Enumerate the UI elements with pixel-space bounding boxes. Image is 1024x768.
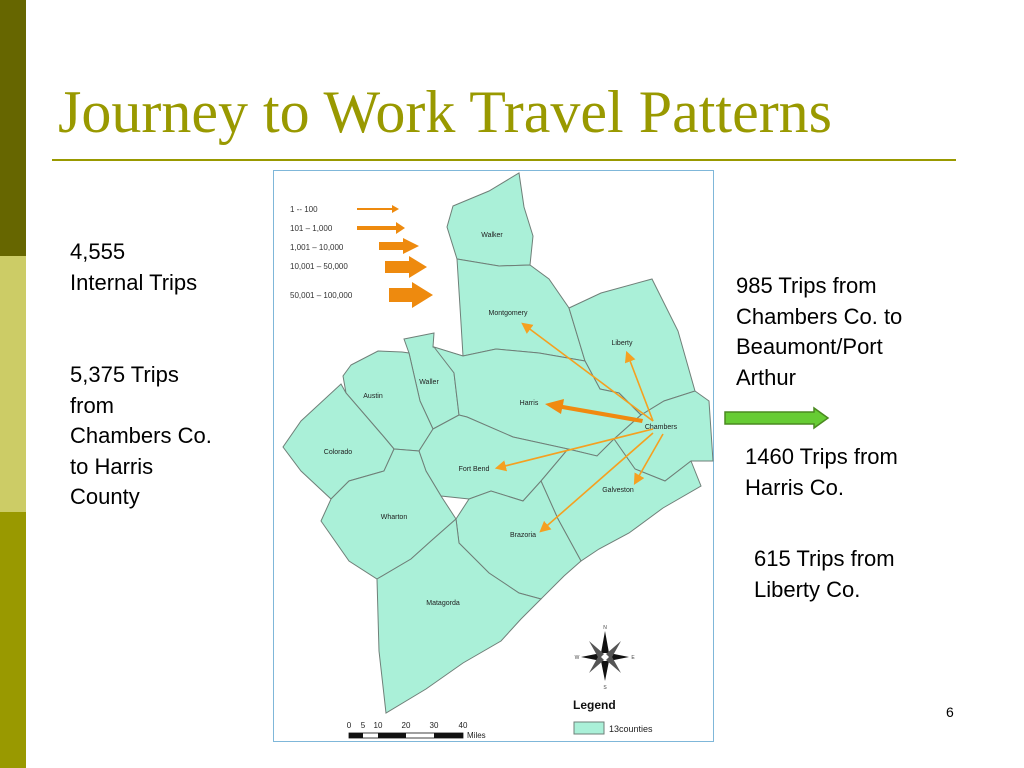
text-line: County (70, 484, 140, 509)
internal-trips-count: 4,555 (70, 239, 126, 264)
compass-e: E (631, 655, 635, 661)
text-line: Liberty Co. (754, 576, 861, 602)
text-line: 985 Trips from (736, 273, 877, 298)
compass-rose (575, 625, 636, 691)
flow-legend-arrow (357, 205, 399, 213)
county-label-harris: Harris (519, 400, 539, 407)
flow-legend-label: 1 -- 100 (290, 205, 318, 214)
legend-title: Legend (573, 698, 616, 712)
page-number: 6 (946, 704, 954, 720)
internal-trips-label: Internal Trips (70, 269, 198, 295)
scale-tick-label: 40 (458, 721, 468, 730)
county-label-galveston: Galveston (602, 487, 634, 494)
from-harris-text (745, 442, 975, 503)
county-label-walker: Walker (481, 232, 503, 239)
text-line: Chambers Co. to (736, 303, 903, 329)
compass-s: S (603, 685, 607, 691)
scale-tick-label: 20 (401, 721, 411, 730)
scale-unit: Miles (467, 731, 486, 740)
county-walker (447, 173, 533, 266)
side-bar-light (0, 256, 26, 512)
legend-item-label: 13counties (609, 724, 653, 734)
county-label-wharton: Wharton (380, 514, 408, 521)
flow-legend-label: 1,001 – 10,000 (290, 243, 344, 252)
county-label-austin: Austin (363, 393, 383, 400)
flow-legend-label: 101 – 1,000 (290, 224, 333, 233)
county-label-montgomery: Montgomery (488, 310, 528, 317)
text-line: to Harris (70, 453, 154, 479)
text-line: from (70, 392, 114, 418)
internal-trips-text (70, 237, 260, 298)
flow-legend-label: 10,001 – 50,000 (290, 262, 348, 271)
county-label-liberty: Liberty (611, 340, 633, 347)
flow-legend-arrow (385, 256, 427, 278)
scale-tick-label: 5 (360, 721, 366, 730)
scale-tick-label: 0 (346, 721, 352, 730)
text-line: Arthur (736, 364, 796, 390)
county-label-waller: Waller (419, 379, 439, 386)
text-line: 615 Trips from (754, 546, 895, 571)
chambers-to-harris-text (70, 360, 270, 513)
text-line: Beaumont/Port (736, 334, 883, 359)
flow-legend-arrow (357, 222, 405, 234)
scale-tick-label: 30 (429, 721, 439, 730)
county-label-colorado: Colorado (323, 449, 353, 456)
scale-bar (347, 721, 486, 740)
legend-swatch (574, 722, 604, 734)
county-label-matagorda: Matagorda (426, 600, 460, 607)
text-line: 1460 Trips from (745, 444, 898, 469)
slide-title: Journey to Work Travel Patterns (58, 79, 833, 145)
title-underline (52, 159, 956, 161)
flow-legend-arrow (379, 238, 419, 254)
text-line: Harris Co. (745, 474, 845, 500)
county-label-chambers: Chambers (644, 424, 678, 431)
county-map-svg (274, 171, 715, 743)
text-line: 5,375 Trips (70, 362, 179, 387)
county-label-brazoria: Brazoria (509, 532, 537, 539)
side-bar-olive (0, 512, 26, 768)
compass-n: N (603, 625, 607, 631)
county-label-fort-bend: Fort Bend (458, 466, 490, 473)
text-line: Chambers Co. (70, 423, 212, 448)
outbound-arrow (724, 406, 834, 430)
flow-legend-arrow (389, 282, 433, 308)
chambers-to-beaumont-text (736, 271, 976, 393)
flow-legend-label: 50,001 – 100,000 (290, 291, 353, 300)
scale-tick-label: 10 (373, 721, 383, 730)
compass-w: W (574, 655, 580, 661)
from-liberty-text (754, 544, 984, 605)
side-bar-dark (0, 0, 26, 256)
county-map (273, 170, 714, 742)
